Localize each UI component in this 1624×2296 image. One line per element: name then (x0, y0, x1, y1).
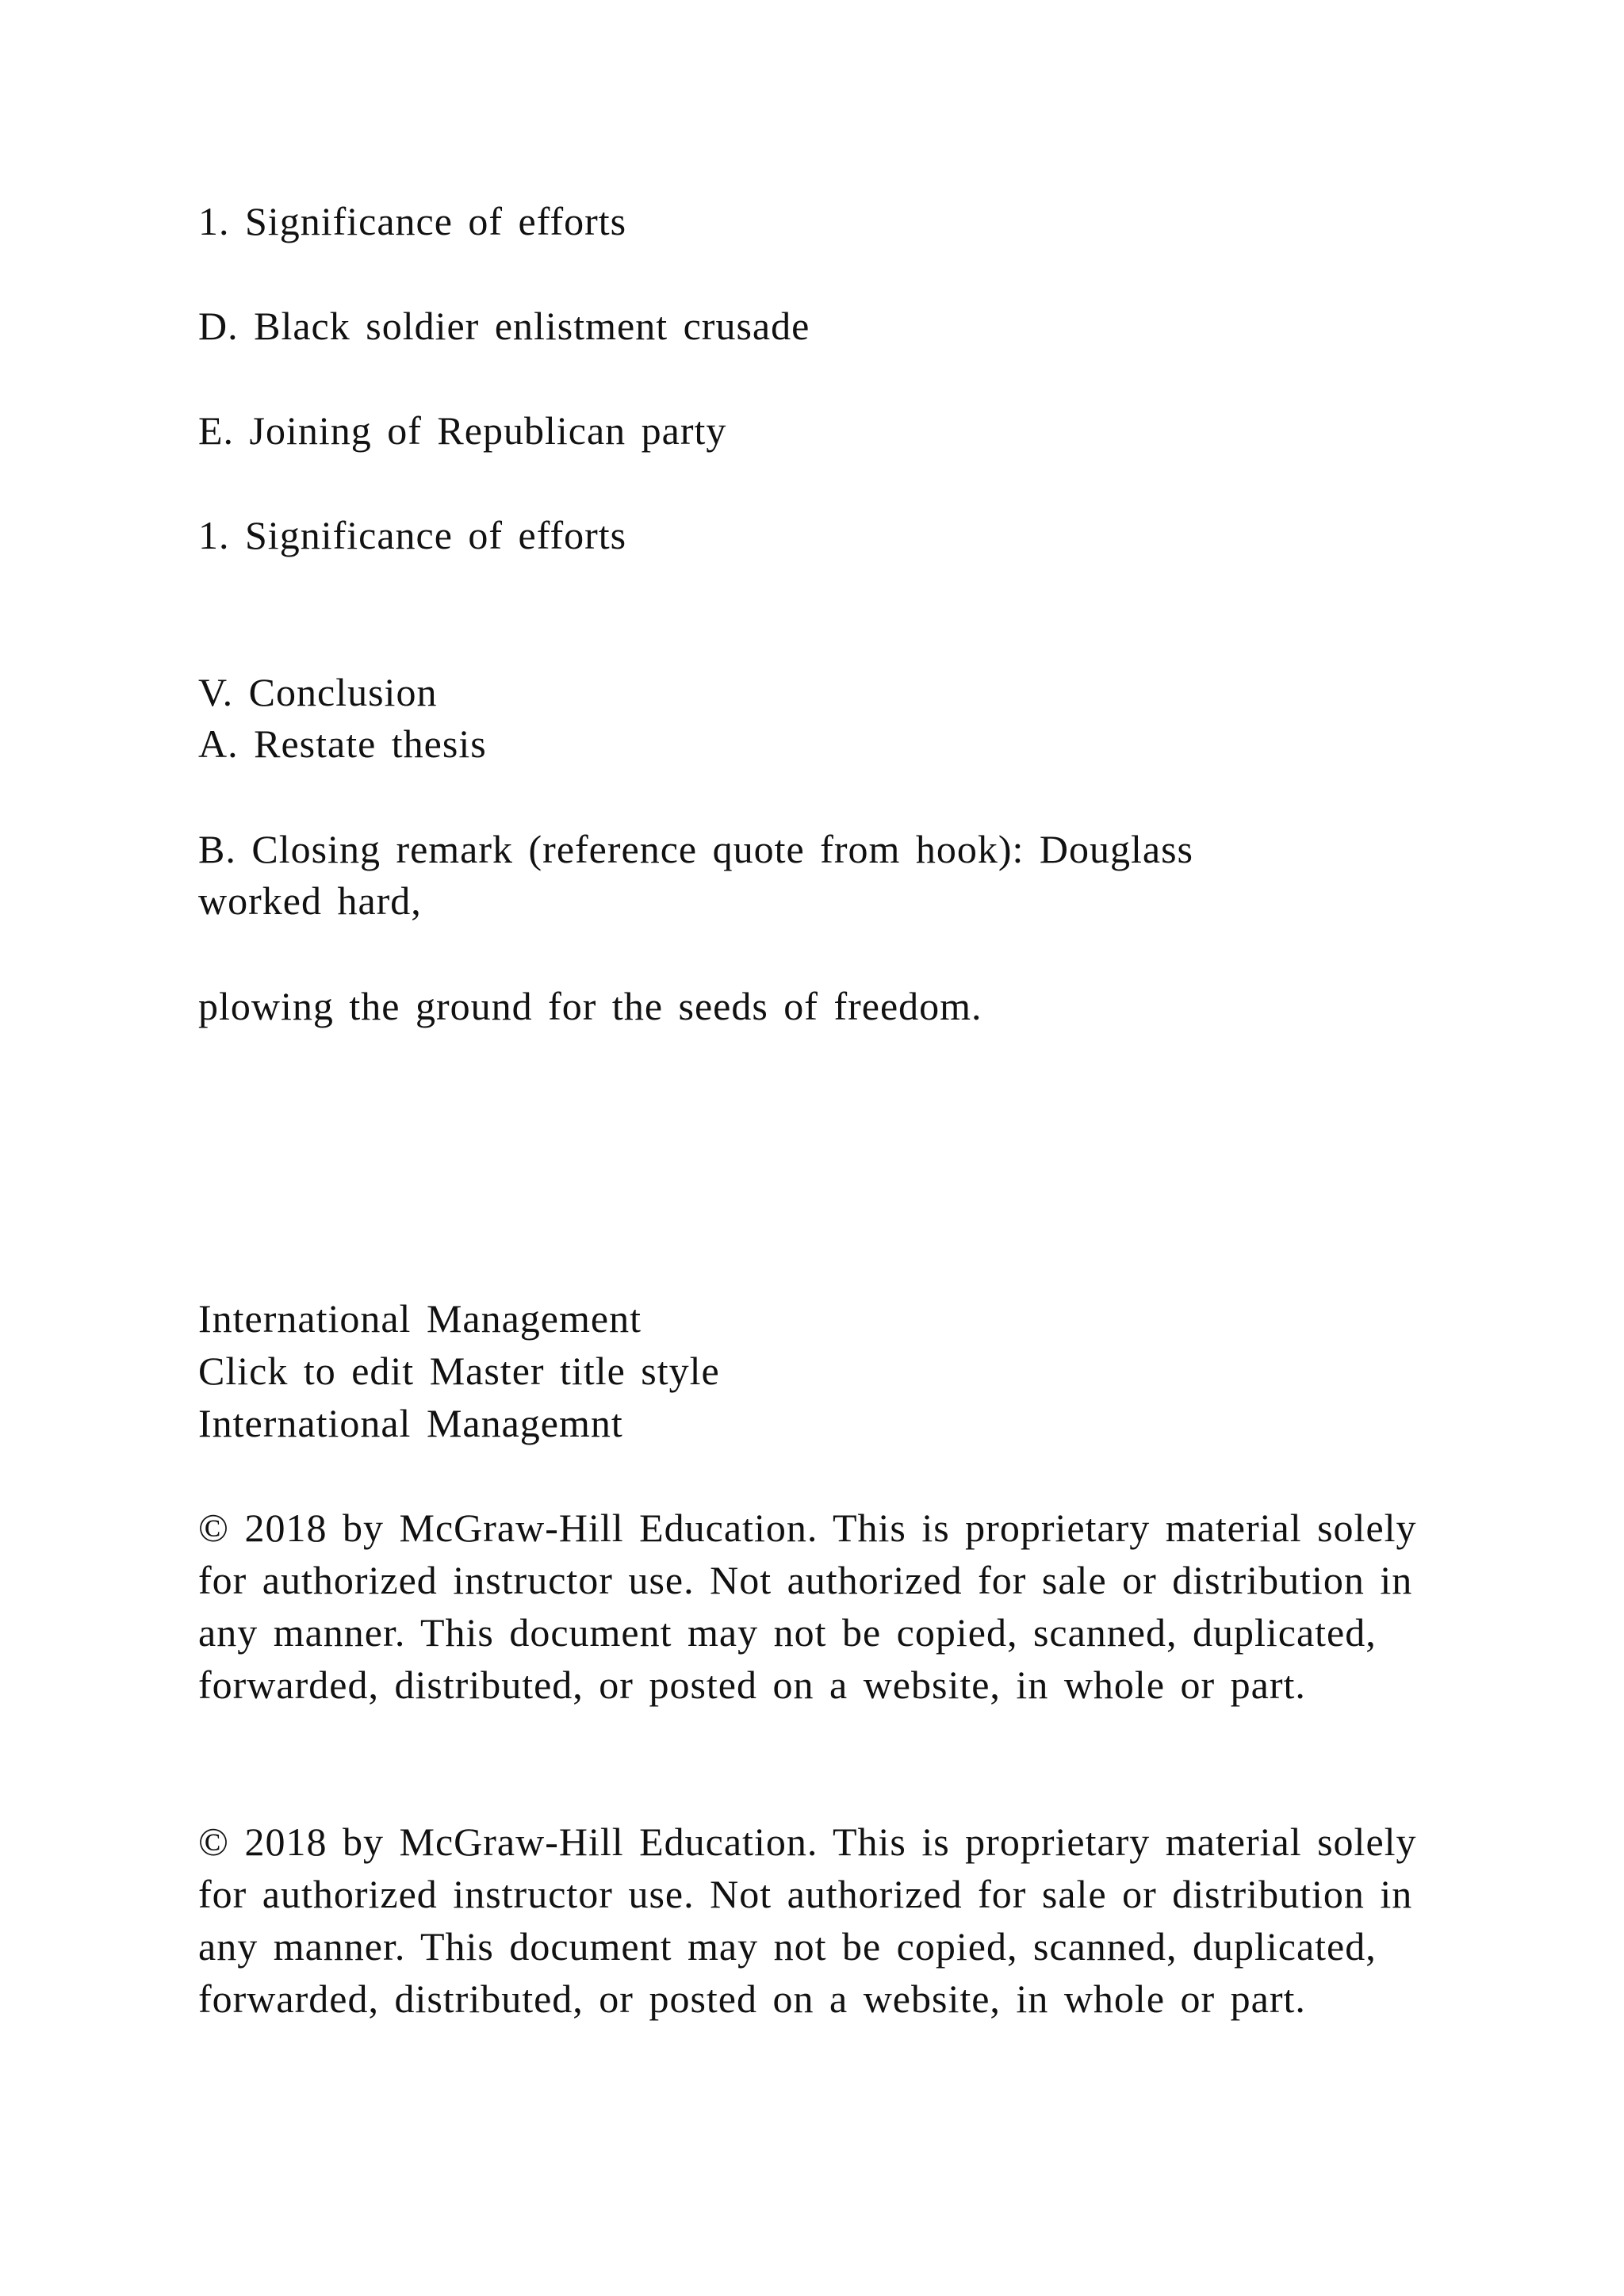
closing-sentence: plowing the ground for the seeds of freedom. (198, 984, 982, 1028)
outline-item-significance-2: 1. Significance of efforts (198, 513, 627, 557)
outline-item-significance: 1. Significance of efforts (198, 199, 627, 243)
outline-item-closing-remark: B. Closing remark (reference quote from hook): Douglass (198, 827, 1194, 871)
outline-item-restate-thesis: A. Restate thesis (198, 721, 487, 766)
slide-title-international-management: International Management (198, 1296, 642, 1341)
outline-item-closing-remark-cont: worked hard, (198, 878, 422, 923)
outline-item-republican-party: E. Joining of Republican party (198, 408, 727, 453)
outline-section-conclusion: V. Conclusion (198, 670, 438, 714)
outline-item-black-soldier-enlistment: D. Black soldier enlistment crusade (198, 304, 810, 348)
copyright-notice-2: © 2018 by McGraw-Hill Education. This is proprietary material solely for authorized instructor use. Not authorized for sale or distribution in any manner. This document may not be copied, scanned, duplicated, forwarded, distributed, or posted on a website, in whole or part. (198, 1820, 1417, 2021)
copyright-notice: © 2018 by McGraw-Hill Education. This is proprietary material solely for authorized instructor use. Not authorized for sale or distribution in any manner. This document may not be copied, scanned, duplicated, forwarded, distributed, or posted on a website, in whole or part. (198, 1506, 1417, 1707)
slide-title-international-managemnt: International Managemnt (198, 1401, 623, 1445)
slide-master-title-placeholder: Click to edit Master title style (198, 1349, 720, 1393)
